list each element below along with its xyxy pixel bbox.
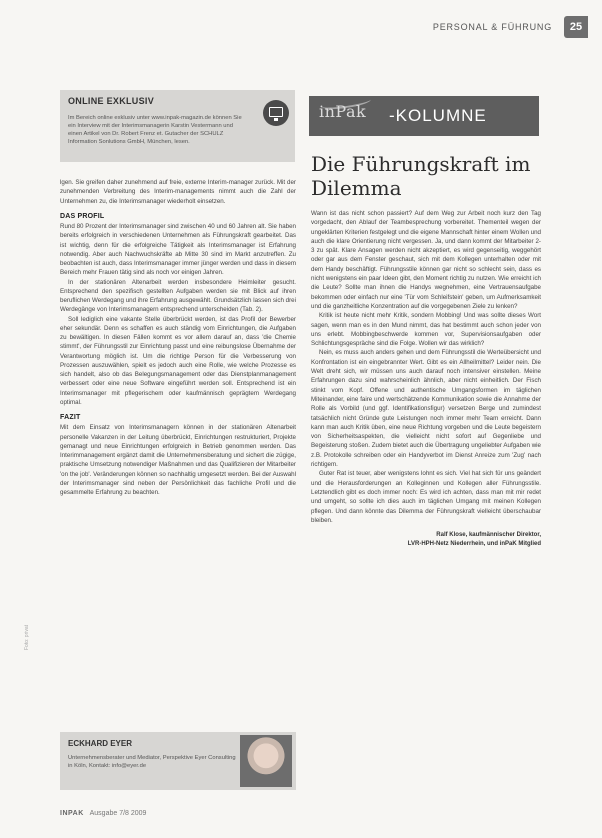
author-box xyxy=(60,732,296,790)
kolumne-paragraph-2: Kritik ist heute nicht mehr Kritik, sondern Mobbing! Und was sollte dieses Wort sagen, wenn man es in den Mund nimmt, das hat bestimmt auch schon jeder von uns erlebt. Mobbingbeschwerde kommen vor, Supervisionsaufgaben oder Schlichtungsgespräche sind die Folge. Wollen wir das wirklich? xyxy=(311,312,541,348)
kolumne-paragraph-4: Guter Rat ist teuer, aber wenigstens lohnt es sich. Viel hat sich für uns geändert und die Herausforderungen an Kolleginnen und Kollegen aller Führungsstile. Letztendlich gibt es doch immer noch: Es wird ich achten, dass man mit mir redet und umgeht, so sollte ich dies auch im täglichen Umgang mit meinen Kollegen pflegen. Und dann könnte das Dilemma der Führungskraft vielleicht überschaubar bleiben. xyxy=(311,470,541,524)
author-photo xyxy=(240,735,292,787)
profil-paragraph-3: Soll lediglich eine vakante Stelle überbrückt werden, ist das Profil der Bewerber eher sekundär. Denn es schaffen es auch ständig vom Einrichtungen, die Aufgaben zu bewältigen. In diesen Fällen kommt es vor allem darauf an, dass 'die Chemie stimmt', der Führungsstil zur Einrichtung passt und eine reibungslose Übernahme der Verantwortung möglich ist. Um die richtige Person für die Verbesserung von Prozessen auszuwählen, spielt es jedoch auch eine Rolle, wie welche Prozesse es sich handelt, also ob das Belegungsmanagement oder das Dienstplanmanagement verbessert oder eine neue Software eingeführt werden soll. Entsprechend ist ein Interimsmanager mit pflegerischem oder kaufmännisch geprägtem Werdegang optimal. xyxy=(60,315,296,406)
monitor-icon xyxy=(263,100,289,126)
fazit-heading: FAZIT xyxy=(60,414,81,421)
footer-issue: Ausgabe 7/8 2009 xyxy=(89,810,147,817)
profil-paragraph-2: In der stationären Altenarbeit werden insbesondere Heimleiter gesucht. Entsprechend den spezifisch gestellten Aufgaben werden sie mit Blick auf ihren beruflichen Werdegang und ihre Erfahrung ausgewählt. Grundsätzlich lassen sich drei Werdegänge von Interimsmanagern entsprechend unterscheiden (Tab. 2). xyxy=(60,278,296,314)
author-bio: Unternehmensberater und Mediator, Perspektive Eyer Consulting in Köln, Kontakt: info@eyer.de xyxy=(68,755,236,769)
kolumne-paragraph-3: Nein, es muss auch anders gehen und dem Führungsstil die Werteübersicht und Konfrontation ist ein eingebrannter Wert. Gibt es ein Allheilmittel? Leider nein. Die Welt dreht sich, wir müssen uns auch darauf noch intensiver einstellen. Meine Erfahrungen dazu sind wahrscheinlich ähnlich, aber nicht einheitlich. Der Fisch stinkt vom Kopf. Offene und authentische Umgangsformen im täglichen Miteinander, eine faire und wertschätzende Kommunikation sowie die Annahme der Rolle als Vorbild (und ggf. Identifikationsfigur) versetzen Berge und zumindest tatsächlich nicht Gründe gute Leistungen noch immer mehr Team erreicht. Dann kann man auch Kritik üben, eine neue Richtung vorgeben und die Leute begeistern von Sicherheitsaspekten, die vielleicht nicht sofort auf Gegenliebe und Begeisterung stoßen. Zudem bietet auch die Übertragung ungeliebter Aufgaben wie z.B. Protokolle schreiben oder ein Handyverbot im Dienst Anreize zum 'Zug' nach richtigem. xyxy=(311,349,541,469)
section-label: PERSONAL & FÜHRUNG xyxy=(432,22,552,32)
author-signature xyxy=(311,531,541,549)
signature-line-1: Ralf Klose, kaufmännischer Direktor, xyxy=(436,532,541,539)
online-exclusive-box xyxy=(60,90,295,162)
left-intro-paragraph: lgen. Sie greifen daher zunehmend auf freie, externe Interim-manager zurück. Mit der zunehmenden Verbreitung des Interim-managements nimmt auch die Zahl der Unternehmen zu, die Interimsmanager wiederholt einsetzen. xyxy=(60,179,296,205)
photo-credit: Foto: privat xyxy=(24,624,30,650)
inpak-logo: inPak xyxy=(319,102,367,121)
page-number: 25 xyxy=(564,16,588,38)
article-headline: Die Führungskraft im Dilemma xyxy=(311,152,531,200)
footer-brand: INPAK xyxy=(60,810,84,817)
profil-paragraph-1: Rund 80 Prozent der Interimsmanager sind zwischen 40 und 60 Jahren alt. Sie haben bereits erfolgreich in verschiedenen Unternehmen als Führungskraft gearbeitet. Das ist wichtig, denn für die erfolgreiche Tätigkeit als Interimsmanager ist Erfahrung notwendig. Aber auch Nachwuchskräfte ab Mitte 30 sind im Markt anzutreffen. Zu beobachten ist auch, dass Interimsmanager immer jünger werden und dass in diesem Bereich mehr Frauen tätig sind als noch vor einigen Jahren. xyxy=(60,223,296,277)
online-exclusive-text: Im Bereich online exklusiv unter www.inpak-magazin.de können Sie ein Interview mit der Interimsmanagerin Karstin Vestermann und einen Artikel von Dr. Robert Frenz et. Gutacher der SCHULZ Information Sonlutions GmbH, München, lesen. xyxy=(68,115,242,145)
author-name: ECKHARD EYER xyxy=(68,739,133,748)
profil-heading: DAS PROFIL xyxy=(60,212,105,220)
kolumne-paragraph-1: Wann ist das nicht schon passiert? Auf dem Weg zur Arbeit noch kurz den Tag vorgedacht, den Ablauf der Teambesprechung vorbereitet. Thementeil wegen der ungeklärten Kriterien festgelegt und die eigene Mannschaft hinter einem Wollen und auch die klare Orientierung nicht vergessen. Ja, und dann kommt der Mitarbeiter 2-3 zu spät. Klare Ansagen werden nicht akzeptiert, es wird gegenseitig, weggehört oder gar aus dem Fenster geschaut, sich mit dem Kollegen unterhalten oder mit dem Handy beschäftigt. Führungsstile können gar nicht so schlecht sein, dass es nicht wenigstens ein paar Ideen gibt, den Moment richtig zu nutzen. Wie erreicht ich die Leute? Sollte man ihnen die Handys wegnehmen, eine Vertrauensaufgabe bekommen oder einfach nur eine 'Tür vom Schleifstein' geben, um Aufmerksamkeit und die ganzheitliche Konzentration auf die vorgegebenen Ziele zu lenken? xyxy=(311,210,542,310)
left-column xyxy=(60,178,296,497)
kolumne-label: -KOLUMNE xyxy=(389,106,487,125)
fazit-paragraph: Mit dem Einsatz von Interimsmanagern können in der stationären Altenarbeit personelle Vakanzen in der Leitung überbrückt, Einrichtungen restrukturiert, Projekte gemanagt und neue Einrichtungen erfolgreich in Betrieb genommen werden. Das Interimmanagement ergänzt damit die Unternehmensberatung und sichert die zügige, praktische Umsetzung notwendiger Maßnahmen und das Qualifizieren der Mitarbeiter 'on the job'. Veränderungen können so nachhaltig umgesetzt werden. Bei der Auswahl der Interimsmanager sind neben der Persönlichkeit das fachliche Profil und die gesammelte Erfahrung zu beachten. xyxy=(60,424,296,496)
signature-line-2: LVR-HPH-Netz Niederrhein, und inPaK Mitglied xyxy=(407,541,541,548)
right-column xyxy=(311,209,541,549)
page-footer xyxy=(60,810,146,817)
kolumne-banner xyxy=(309,96,539,136)
online-exclusive-title: ONLINE EXKLUSIV xyxy=(68,96,155,106)
